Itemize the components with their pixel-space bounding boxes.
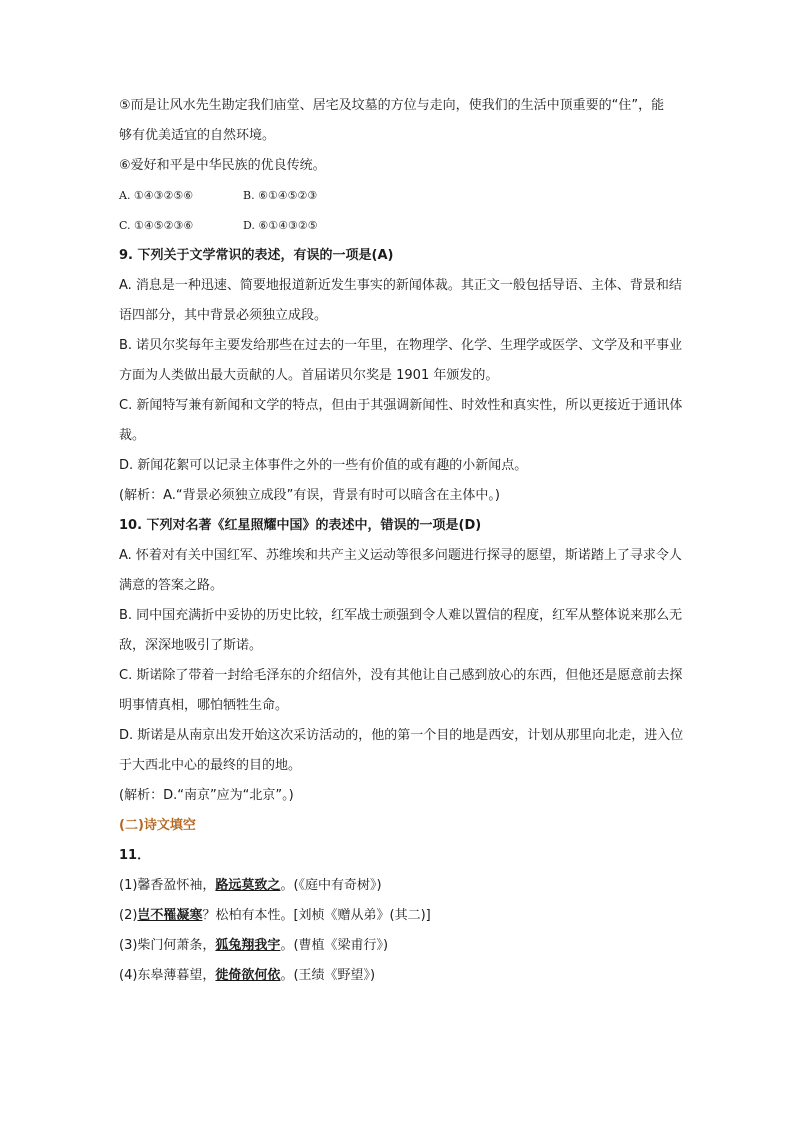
q11-item-4-suffix: 。(王绩《野望》) [280,968,376,983]
q11-item-1-prefix: (1)馨香盈怀袖， [119,878,216,893]
q8-option-c: C. ①④⑤②③⑥ [119,219,194,232]
q11-item-4-answer: 徙倚欲何依 [215,968,281,983]
q11-item-2-answer: 岂不罹凝寒 [137,908,203,923]
q8-item-6: ⑥爱好和平是中华民族的优良传统。 [119,158,326,173]
q10-option-a-line-1: A. 怀着对有关中国红军、苏维埃和共产主义运动等很多问题进行探寻的愿望，斯诺踏上了寻求令人 [119,548,682,563]
q11-item-1-answer: 路远莫致之 [215,878,281,893]
q8-options-row-2 [119,216,679,236]
q8-option-d: D. ⑥①④③②⑤ [243,219,318,232]
q11-item-3-prefix: (3)柴门何萧条， [119,938,216,953]
q11-item-1-suffix: 。(《庭中有奇树》) [280,878,382,893]
q10-analysis: (解析：D.“南京”应为“北京”。) [119,788,294,803]
q8-options-row-1 [119,186,679,206]
q11-number: 11． [119,848,151,863]
q11-item-2 [119,906,679,926]
q10-option-a-line-2: 满意的答案之路。 [119,578,224,593]
q11-item-3-answer: 狐兔翔我宇 [215,938,281,953]
q10-option-c-line-1: C. 斯诺除了带着一封给毛泽东的介绍信外，没有其他让自己感到放心的东西，但他还是愿意前去探 [119,668,683,683]
q11-item-4 [119,966,679,986]
q11-item-3 [119,936,679,956]
q10-option-c-line-2: 明事情真相，哪怕牺牲生命。 [119,698,289,713]
q10-option-d-line-2: 于大西北中心的最终的目的地。 [119,758,302,773]
q11-item-2-suffix: ？松柏有本性。[刘桢《赠从弟》(其二)] [202,908,431,923]
section-poetry-fill-title: (二)诗文填空 [119,818,196,833]
q9-option-a-line-2: 语四部分，其中背景必须独立成段。 [119,308,328,323]
q8-option-b: B. ⑥①④⑤②③ [243,189,318,202]
q8-item-5-line-2: 够有优美适宜的自然环境。 [119,128,276,143]
q9-analysis: (解析：A.“背景必须独立成段”有误，背景有时可以暗含在主体中。) [119,488,500,503]
q11-item-4-prefix: (4)东皋薄暮望， [119,968,216,983]
q9-option-a-line-1: A. 消息是一种迅速、简要地报道新近发生事实的新闻体裁。其正文一般包括导语、主体、背景和结 [119,278,682,293]
q9-option-b-line-2: 方面为人类做出最大贡献的人。首届诺贝尔奖是 1901 年颁发的。 [119,368,499,383]
q9-stem: 9. 下列关于文学常识的表述，有误的一项是(A) [119,248,394,263]
q9-option-c-line-1: C. 新闻特写兼有新闻和文学的特点，但由于其强调新闻性、时效性和真实性，所以更接近于通讯体 [119,398,683,413]
q10-option-b-line-2: 敌，深深地吸引了斯诺。 [119,638,263,653]
q11-item-2-prefix: (2) [119,908,138,923]
q8-option-a: A. ①④③②⑤⑥ [119,189,194,202]
q9-option-c-line-2: 裁。 [119,428,146,443]
q11-item-1 [119,876,679,896]
q10-option-b-line-1: B. 同中国充满折中妥协的历史比较，红军战士顽强到令人难以置信的程度，红军从整体说来那么无 [119,608,683,623]
q10-option-d-line-1: D. 斯诺是从南京出发开始这次采访活动的，他的第一个目的地是西安，计划从那里向北走，进入位 [119,728,684,743]
q8-item-5-line-1: ⑤而是让风水先生勘定我们庙堂、居宅及坟墓的方位与走向，使我们的生活中顶重要的“住”，能 [119,98,665,113]
q10-stem: 10. 下列对名著《红星照耀中国》的表述中，错误的一项是(D) [119,518,482,533]
document-page [119,96,684,996]
q11-item-3-suffix: 。(曹植《梁甫行》) [280,938,389,953]
q9-option-b-line-1: B. 诺贝尔奖每年主要发给那些在过去的一年里，在物理学、化学、生理学或医学、文学及和平事业 [119,338,683,353]
q9-option-d: D. 新闻花絮可以记录主体事件之外的一些有价值的或有趣的小新闻点。 [119,458,528,473]
